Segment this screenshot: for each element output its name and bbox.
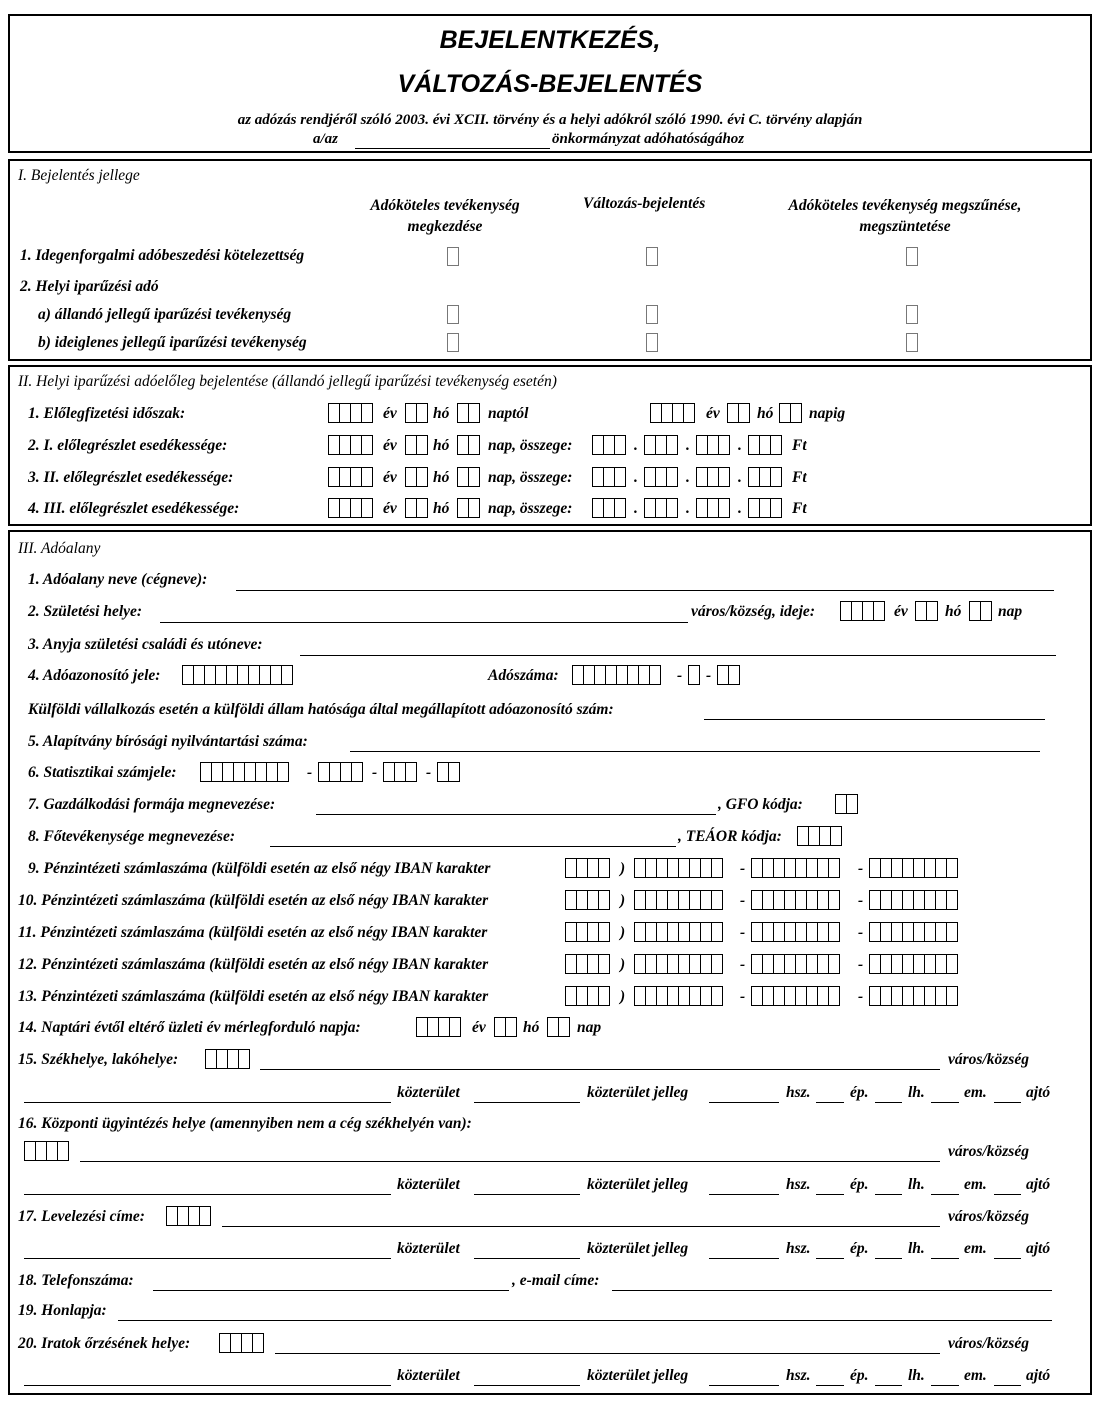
bank-account-9-dash2: -: [858, 860, 864, 877]
bank-account-10-part1[interactable]: [634, 890, 722, 910]
authority-name-field[interactable]: [355, 148, 550, 149]
checkbox-permanent-start[interactable]: [447, 305, 459, 324]
central-admin-type-field[interactable]: [709, 1194, 779, 1195]
bank-account-12-iban[interactable]: [565, 954, 609, 974]
records-city-field[interactable]: [275, 1353, 940, 1354]
col-start-label: Adóköteles tevékenység megkezdése: [370, 197, 520, 235]
advance-row-3-dot2: .: [686, 469, 690, 486]
records-ep-field[interactable]: [875, 1385, 902, 1386]
records-kozterulet-label: közterület: [397, 1367, 460, 1384]
row-permanent-activity: a) állandó jellegű iparűzési tevékenység: [38, 306, 292, 323]
advance-row-4-amount-4[interactable]: [748, 498, 781, 518]
mailing-ep-label: ép.: [850, 1240, 869, 1257]
birth-year-label: év: [894, 603, 908, 620]
mailing-hsz-field[interactable]: [816, 1258, 844, 1259]
seat-kozterulet-label: közterület: [397, 1084, 460, 1101]
mailing-street-name-field[interactable]: [24, 1258, 391, 1259]
advance-row-4-dot3: .: [738, 500, 742, 517]
tax-number-dash1: -: [677, 667, 683, 684]
central-admin-ep-field[interactable]: [875, 1194, 902, 1195]
central-admin-kozterulet-label: közterület: [397, 1176, 460, 1193]
advance-row-3-year[interactable]: [328, 467, 372, 487]
statistical-dash2: -: [372, 764, 378, 781]
bank-account-12-dash2: -: [858, 956, 864, 973]
mailing-lh-field[interactable]: [931, 1258, 959, 1259]
records-street-field[interactable]: [474, 1385, 580, 1386]
mailing-kozterulet-label: közterület: [397, 1240, 460, 1257]
advance-row-4-ev: év: [383, 500, 397, 517]
advance-row-3-amount-label: nap, összege:: [488, 469, 573, 486]
mailing-postcode-boxes[interactable]: [166, 1206, 210, 1226]
taxpayer-name-label: 1. Adóalany neve (cégneve):: [28, 571, 208, 588]
row-business-tax: 2. Helyi iparűzési adó: [20, 278, 159, 295]
records-ajto-label: ajtó: [1026, 1367, 1051, 1384]
checkbox-temporary-change[interactable]: [646, 333, 658, 352]
advance-row-4-ft: Ft: [792, 500, 807, 517]
bank-account-13-part3[interactable]: [869, 986, 957, 1006]
tax-number-label: Adószáma:: [488, 667, 559, 684]
advance-row-2-amount-3[interactable]: [696, 435, 729, 455]
advance-row-2-dot1: .: [634, 437, 638, 454]
records-type-field[interactable]: [709, 1385, 779, 1386]
email-label: , e-mail címe:: [512, 1272, 600, 1289]
statistical-code-boxes-4[interactable]: [437, 762, 459, 782]
bank-account-11-label: 11. Pénzintézeti számlaszáma (külföldi esetén az első négy IBAN karakter: [18, 924, 488, 941]
advance-row-2-dot3: .: [738, 437, 742, 454]
legal-basis: az adózás rendjéről szóló 2003. évi XCII. törvény és a helyi adókról szóló 1990. évi C. törvény alapján: [237, 112, 863, 128]
bank-account-9-label: 9. Pénzintézeti számlaszáma (külföldi esetén az első négy IBAN karakter: [28, 860, 491, 877]
bank-account-11-iban[interactable]: [565, 922, 609, 942]
col-change-header: Változás-bejelentés: [583, 195, 706, 212]
bank-account-11-dash1: -: [740, 924, 746, 941]
statistical-code-boxes-1[interactable]: [200, 762, 288, 782]
bank-account-12-part3[interactable]: [869, 954, 957, 974]
checkbox-tourism-start[interactable]: [447, 247, 459, 266]
legal-form-field[interactable]: [316, 814, 716, 815]
bank-account-9-part1[interactable]: [634, 858, 722, 878]
form-title-line2: VÁLTOZÁS-BEJELENTÉS: [397, 70, 703, 98]
tax-number-main-boxes[interactable]: [572, 665, 660, 685]
foundation-reg-label: 5. Alapítvány bírósági nyilvántartási száma:: [28, 733, 308, 750]
central-admin-postcode-boxes[interactable]: [24, 1141, 68, 1161]
mother-name-label: 3. Anyja születési családi és utóneve:: [28, 636, 263, 653]
bank-account-13-dash1: -: [740, 988, 746, 1005]
advance-row-4-day[interactable]: [457, 498, 479, 518]
advance-row-4-month[interactable]: [405, 498, 427, 518]
row-temporary-activity: b) ideiglenes jellegű iparűzési tevékenység: [38, 334, 307, 351]
advance-row-3-label: 3. II. előlegrészlet esedékessége:: [28, 469, 234, 486]
birth-month-label: hó: [945, 603, 962, 620]
seat-jelleg-label: közterület jelleg: [587, 1084, 689, 1101]
advance-row-2-year[interactable]: [328, 435, 372, 455]
central-admin-ajto-label: ajtó: [1026, 1176, 1051, 1193]
records-city-label: város/község: [948, 1335, 1029, 1352]
advance-row-4-year[interactable]: [328, 498, 372, 518]
records-em-field[interactable]: [994, 1385, 1021, 1386]
addressee-prefix: a/az: [313, 131, 339, 147]
bank-account-11-part2[interactable]: [751, 922, 839, 942]
row-tourism-tax: 1. Idegenforgalmi adóbeszedési kötelezettség: [20, 247, 305, 264]
records-hsz-field[interactable]: [816, 1385, 844, 1386]
statistical-code-boxes-3[interactable]: [383, 762, 416, 782]
advance-row-4-amount-1[interactable]: [592, 498, 625, 518]
advance-row-3-amount-4[interactable]: [748, 467, 781, 487]
statistical-dash3: -: [426, 764, 432, 781]
foreign-tax-id-label: Külföldi vállalkozás esetén a külföldi állam hatósága által megállapított adóazonosító szám:: [28, 701, 614, 718]
advance-row-3-ev: év: [383, 469, 397, 486]
advance-row-3-amount-2[interactable]: [644, 467, 677, 487]
checkbox-tourism-change[interactable]: [646, 247, 658, 266]
seat-em-label: em.: [964, 1084, 987, 1101]
advance-row-1-end-day[interactable]: [779, 403, 801, 423]
birth-day-boxes[interactable]: [969, 601, 991, 621]
advance-row-1-end-month[interactable]: [727, 403, 749, 423]
section2-heading: II. Helyi iparűzési adóelőleg bejelentése (állandó jellegű iparűzési tevékenység esetén): [18, 373, 557, 390]
advance-row-3-day[interactable]: [457, 467, 479, 487]
fiscal-year-year-boxes[interactable]: [416, 1017, 460, 1037]
advance-row-2-day[interactable]: [457, 435, 479, 455]
advance-row-3-amount-3[interactable]: [696, 467, 729, 487]
bank-account-11-dash2: -: [858, 924, 864, 941]
birth-city-date-label: város/község, ideje:: [691, 603, 815, 620]
advance-row-1-month[interactable]: [405, 403, 427, 423]
fiscal-year-ho: hó: [523, 1019, 540, 1036]
advance-row-3-month[interactable]: [405, 467, 427, 487]
advance-row-1-ev: év: [383, 405, 397, 422]
addressee-suffix: önkormányzat adóhatóságához: [552, 131, 745, 147]
records-label: 20. Iratok őrzésének helye:: [18, 1335, 191, 1352]
col-end-header: [760, 195, 1050, 237]
mailing-ajto-label: ajtó: [1026, 1240, 1051, 1257]
mailing-type-field[interactable]: [709, 1258, 779, 1259]
tax-number-county-boxes[interactable]: [717, 665, 739, 685]
mailing-lh-label: lh.: [908, 1240, 925, 1257]
seat-street-field[interactable]: [474, 1102, 580, 1103]
bank-account-13-part2[interactable]: [751, 986, 839, 1006]
central-admin-label: 16. Központi ügyintézés helye (amennyiben nem a cég székhelyén van):: [18, 1115, 472, 1132]
central-admin-ep-label: ép.: [850, 1176, 869, 1193]
records-hsz-label: hsz.: [786, 1367, 811, 1384]
mailing-city-field[interactable]: [222, 1226, 940, 1227]
seat-lh-field[interactable]: [931, 1102, 959, 1103]
statistical-dash1: -: [307, 764, 313, 781]
advance-row-1-end-ev: év: [706, 405, 720, 422]
checkbox-permanent-end[interactable]: [906, 305, 918, 324]
advance-row-3-amount-1[interactable]: [592, 467, 625, 487]
birth-month-boxes[interactable]: [915, 601, 937, 621]
birthplace-field[interactable]: [160, 622, 688, 623]
advance-row-3-dot1: .: [634, 469, 638, 486]
advance-row-4-dot2: .: [686, 500, 690, 517]
seat-hsz-label: hsz.: [786, 1084, 811, 1101]
foundation-reg-field[interactable]: [350, 751, 1040, 752]
bank-account-12-part1[interactable]: [634, 954, 722, 974]
bank-account-9-iban[interactable]: [565, 858, 609, 878]
seat-type-field[interactable]: [709, 1102, 779, 1103]
legal-form-label: 7. Gazdálkodási formája megnevezése:: [28, 796, 276, 813]
central-admin-city-label: város/község: [948, 1143, 1029, 1160]
advance-row-3-ft: Ft: [792, 469, 807, 486]
advance-row-3-ho: hó: [433, 469, 450, 486]
central-admin-jelleg-label: közterület jelleg: [587, 1176, 689, 1193]
seat-ajto-label: ajtó: [1026, 1084, 1051, 1101]
records-em-label: em.: [964, 1367, 987, 1384]
fiscal-year-nap: nap: [577, 1019, 602, 1036]
col-end-label: Adóköteles tevékenység megszűnése, megszüntetése: [788, 197, 1022, 235]
advance-row-1-from: naptól: [488, 405, 529, 422]
tax-number-vat-box[interactable]: [688, 665, 699, 685]
advance-row-3-dot3: .: [738, 469, 742, 486]
fiscal-year-day-boxes[interactable]: [547, 1017, 569, 1037]
bank-account-12-part2[interactable]: [751, 954, 839, 974]
mailing-jelleg-label: közterület jelleg: [587, 1240, 689, 1257]
bank-account-11-part1[interactable]: [634, 922, 722, 942]
records-jelleg-label: közterület jelleg: [587, 1367, 689, 1384]
birth-year-boxes[interactable]: [840, 601, 884, 621]
checkbox-temporary-start[interactable]: [447, 333, 459, 352]
gfo-code-boxes[interactable]: [835, 794, 857, 814]
bank-account-12-dash1: -: [740, 956, 746, 973]
advance-row-1-end-ho: hó: [757, 405, 774, 422]
records-ep-label: ép.: [850, 1367, 869, 1384]
bank-account-10-paren: ): [620, 892, 626, 909]
advance-row-2-amount-label: nap, összege:: [488, 437, 573, 454]
bank-account-10-part3[interactable]: [869, 890, 957, 910]
section1-heading: I. Bejelentés jellege: [18, 167, 140, 184]
foreign-tax-id-field[interactable]: [704, 719, 1045, 720]
tax-id-boxes[interactable]: [182, 665, 292, 685]
advance-row-2-month[interactable]: [405, 435, 427, 455]
birth-day-label: nap: [998, 603, 1023, 620]
mailing-em-field[interactable]: [994, 1258, 1021, 1259]
advance-row-2-ev: év: [383, 437, 397, 454]
advance-row-1-day[interactable]: [457, 403, 479, 423]
advance-row-4-amount-label: nap, összege:: [488, 500, 573, 517]
seat-street-name-field[interactable]: [24, 1102, 391, 1103]
fiscal-year-month-boxes[interactable]: [494, 1017, 516, 1037]
bank-account-12-paren: ): [620, 956, 626, 973]
advance-row-1-year[interactable]: [328, 403, 372, 423]
bank-account-13-label: 13. Pénzintézeti számlaszáma (külföldi esetén az első négy IBAN karakter: [18, 988, 489, 1005]
main-activity-label: 8. Főtevékenysége megnevezése:: [28, 828, 236, 845]
advance-row-2-amount-4[interactable]: [748, 435, 781, 455]
central-admin-lh-label: lh.: [908, 1176, 925, 1193]
bank-account-9-paren: ): [620, 860, 626, 877]
seat-city-label: város/község: [948, 1051, 1029, 1068]
fiscal-year-ev: év: [472, 1019, 486, 1036]
checkbox-tourism-end[interactable]: [906, 247, 918, 266]
advance-row-1-end-year[interactable]: [650, 403, 694, 423]
taxpayer-name-field[interactable]: [236, 590, 1054, 591]
mailing-hsz-label: hsz.: [786, 1240, 811, 1257]
mailing-label: 17. Levelezési címe:: [18, 1208, 145, 1225]
bank-account-13-paren: ): [620, 988, 626, 1005]
advance-row-2-ft: Ft: [792, 437, 807, 454]
advance-row-2-dot2: .: [686, 437, 690, 454]
advance-row-2-label: 2. I. előlegrészlet esedékessége:: [28, 437, 228, 454]
teaor-code-boxes[interactable]: [797, 826, 841, 846]
birthplace-label: 2. Születési helye:: [28, 603, 143, 620]
central-admin-city-field[interactable]: [80, 1161, 940, 1162]
advance-row-2-ho: hó: [433, 437, 450, 454]
checkbox-permanent-change[interactable]: [646, 305, 658, 324]
central-admin-em-field[interactable]: [994, 1194, 1021, 1195]
mailing-city-label: város/község: [948, 1208, 1029, 1225]
advance-row-1-ho: hó: [433, 405, 450, 422]
col-start-header: [340, 195, 550, 237]
central-admin-street-name-field[interactable]: [24, 1194, 391, 1195]
bank-account-11-part3[interactable]: [869, 922, 957, 942]
website-field[interactable]: [118, 1320, 1052, 1321]
seat-ep-field[interactable]: [875, 1102, 902, 1103]
statistical-code-boxes-2[interactable]: [318, 762, 362, 782]
bank-account-10-part2[interactable]: [751, 890, 839, 910]
seat-em-field[interactable]: [994, 1102, 1021, 1103]
records-lh-field[interactable]: [931, 1385, 959, 1386]
seat-hsz-field[interactable]: [816, 1102, 844, 1103]
website-label: 19. Honlapja:: [18, 1302, 107, 1319]
section3-heading: III. Adóalany: [18, 540, 101, 557]
bank-account-12-label: 12. Pénzintézeti számlaszáma (külföldi esetén az első négy IBAN karakter: [18, 956, 489, 973]
central-admin-street-field[interactable]: [474, 1194, 580, 1195]
mother-name-field[interactable]: [300, 655, 1056, 656]
seat-city-field[interactable]: [260, 1069, 940, 1070]
fiscal-year-label: 14. Naptári évtől eltérő üzleti év mérlegforduló napja:: [18, 1019, 361, 1036]
mailing-em-label: em.: [964, 1240, 987, 1257]
seat-lh-label: lh.: [908, 1084, 925, 1101]
main-activity-field[interactable]: [270, 846, 676, 847]
central-admin-hsz-label: hsz.: [786, 1176, 811, 1193]
bank-account-13-dash2: -: [858, 988, 864, 1005]
bank-account-10-iban[interactable]: [565, 890, 609, 910]
records-street-name-field[interactable]: [24, 1385, 391, 1386]
advance-row-4-label: 4. III. előlegrészlet esedékessége:: [28, 500, 240, 517]
seat-label: 15. Székhelye, lakóhelye:: [18, 1051, 179, 1068]
phone-field[interactable]: [153, 1290, 509, 1291]
bank-account-10-label: 10. Pénzintézeti számlaszáma (külföldi esetén az első négy IBAN karakter: [18, 892, 489, 909]
phone-label: 18. Telefonszáma:: [18, 1272, 134, 1289]
statistical-code-label: 6. Statisztikai számjele:: [28, 764, 177, 781]
central-admin-hsz-field[interactable]: [816, 1194, 844, 1195]
checkbox-temporary-end[interactable]: [906, 333, 918, 352]
seat-postcode-boxes[interactable]: [205, 1049, 249, 1069]
advance-row-1-label: 1. Előlegfizetési időszak:: [28, 405, 186, 422]
gfo-code-label: , GFO kódja:: [718, 796, 803, 813]
bank-account-13-iban[interactable]: [565, 986, 609, 1006]
bank-account-9-part2[interactable]: [751, 858, 839, 878]
advance-row-2-amount-1[interactable]: [592, 435, 625, 455]
email-field[interactable]: [612, 1290, 1052, 1291]
teaor-code-label: , TEÁOR kódja:: [678, 828, 782, 845]
central-admin-lh-field[interactable]: [931, 1194, 959, 1195]
records-postcode-boxes[interactable]: [219, 1333, 263, 1353]
records-lh-label: lh.: [908, 1367, 925, 1384]
form-title-line1: BEJELENTKEZÉS,: [439, 26, 661, 54]
bank-account-9-dash1: -: [740, 860, 746, 877]
bank-account-10-dash1: -: [740, 892, 746, 909]
mailing-ep-field[interactable]: [875, 1258, 902, 1259]
bank-account-13-part1[interactable]: [634, 986, 722, 1006]
advance-row-4-amount-3[interactable]: [696, 498, 729, 518]
advance-row-4-ho: hó: [433, 500, 450, 517]
mailing-street-field[interactable]: [474, 1258, 580, 1259]
bank-account-9-part3[interactable]: [869, 858, 957, 878]
advance-row-1-to: napig: [809, 405, 846, 422]
advance-row-4-amount-2[interactable]: [644, 498, 677, 518]
tax-number-dash2: -: [706, 667, 712, 684]
advance-row-4-dot1: .: [634, 500, 638, 517]
bank-account-10-dash2: -: [858, 892, 864, 909]
seat-ep-label: ép.: [850, 1084, 869, 1101]
advance-row-2-amount-2[interactable]: [644, 435, 677, 455]
central-admin-em-label: em.: [964, 1176, 987, 1193]
tax-id-label: 4. Adóazonosító jele:: [28, 667, 161, 684]
bank-account-11-paren: ): [620, 924, 626, 941]
